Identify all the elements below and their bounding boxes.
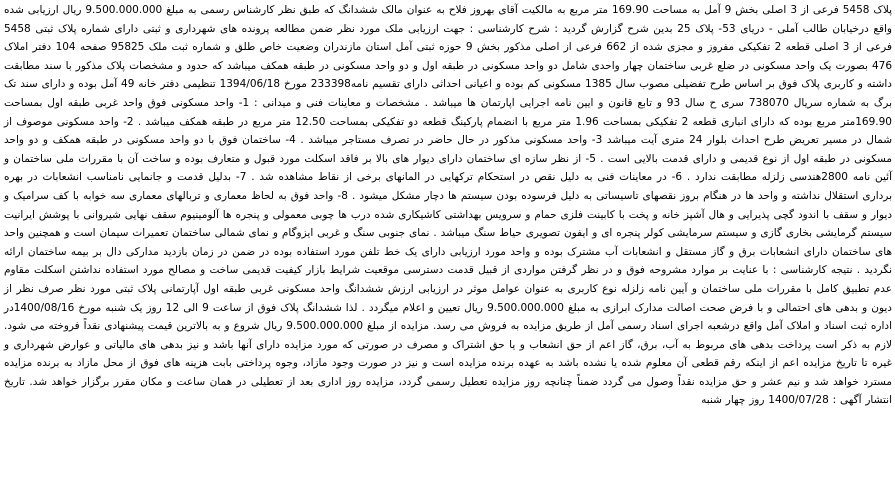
auction-notice-body: پلاک 5458 فرعی از 3 اصلی بخش 9 آمل به مساحت 169.90 متر مربع به مالکیت آقای بهروز فلاح به عنوان مالک ششدانگ که طبق نظر کارشناس رسمی به مبلغ 9.500.000.000 ریال ارزیابی شده واقع درخیابان طالب آملی - دریای 53- پلاک 25 بدین شرح گزارش گردید : شرح کارشناسی : جهت ارزیابی ملک مورد نظر ضمن مطالعه پرونده های شهرداری و ثبتی دارای شماره پلاک ثبتی 5458 فرعی از 3 اصلی قطعه 2 تفکیکی مفروز و مجزی شده از 662 فرعی از اصلی مذکور بخش 9 حوزه ثبتی آمل استان مازندران وضعیت خاص طلق و شماره ثبت ملک 95825 صفحه 104 دفتر املاک 476 بصورت یک واحد مسکونی در ضلع غربی ساختمان چهار واحدی شامل دو واحد مسکونی در طبقه اول و دو واحد مسکونی در طبقه همکف میباشد که حدود و مشخصات پلاک مذکور با سند مطابقت داشته و کاربری پلاک فوق بر اساس طرح تفضیلی مصوب سال 1385 مسکونی کم بوده و اعیانی احداثی دارای تقسیم نامه233398 مورخ 1394/06/18 تنظیمی دفتر خانه 49 آمل بوده و دارای سند تک برگ به شماره سریال 738070 سری ح سال 93 و تابع قانون و ایین نامه اجرایی اپارتمان ها میباشد . مشخصات و معاینات فنی و میدانی : 1- واحد مسکونی فوق واحد غربی طبقه اول بمساحت 169.90متر مربع بوده که دارای انباری قطعه 2 تفکیکی بمساحت 1.96 متر مربع با انضمام پارکینگ قطعه دو تفکیکی بمساحت 12.50 متر مربع در طبقه همکف میباشد . 2- واحد مسکونی موصوف از شمال در مسیر تعریض طرح احداث بلوار 24 متری آیت میباشد 3- واحد مسکونی مذکور در حال حاضر در تصرف مستاجر میباشد . 4- ساختمان فوق با دو واحد مسکونی در طبقه همکف و دو واحد مسکونی در طبقه اول از نوع قدیمی و دارای قدمت بالایی است . 5- از نظر سازه ای ساختمان دارای دیوار های بالا بر فاقد اسکلت مورد قبول و متعارف بوده و ساخت آن با مقررات ملی ساختمان و آئین نامه 2800هندسی زلزله مطابقت ندارد . 6- در معاینات فنی به دلیل نقص در استحکام ترکهایی در المانهای برخی از نقاط مشاهده شد . 7- بدلیل قدمت و جانمایی نامناسب انشعابات در بهره برداری استقلال نداشته و واحد ها در هنگام بروز نقصهای تاسیساتی به دلیل فرسوده بودن سیستم ها دچار مشکل میشود . 8- واحد فوق به لحاظ معماری و تربالهای معماری سه خوابه با کف سرامیک و دیوار و سقف با اندود گچی پذیرایی و هال آشپز خانه و پخت با کابینت فلزی حمام و سرویس بهداشتی کاشیکاری شده درب ها چوبی معمولی و پنجره ها آلومینیوم سقف نهایی شیروانی با پوشش ایرانیت سیستم گرمایشی بخاری گازی و سیستم سرمایشی کولر پنجره ای و ایفون تصویری حیاط سنگ میباشد . نمای جنوبی سنگ و غربی ایزوگام و نمای شمالی ساختمان تعمیرات سیمان است و همچنین واحد های ساختمان دارای انشعابات برق و گاز مستقل و انشعابات آب مشترک بوده و واحد مورد ارزیابی دارای یک خط تلفن مورد استفاده بوده در ضمن در زمان بازدید مدارکی دال بر بیمه ساختمان ارائه نگردید . نتیجه کارشناسی : با عنایت بر موارد مشروحه فوق و در نظر گرفتن مواردی از قبیل قدمت دسترسی موقعیت شرایط بازار کیفیت قدیمی ساخت و مصالح مورد استفاده نداشتن اسکلت مقاوم عدم تطبیق کامل با مقررات ملی ساختمان و آیین نامه زلزله نوع کاربری به عنوان عوامل موثر در ارزیابی ارزش ششدانگ واحد مسکونی غربی طبقه اول آپارتمانی پلاک ثبتی مورد نظر صرف نظر از دیون و بدهی های احتمالی و با فرض صحت اصالت مدارک ابرازی به مبلغ 9.500.000.000 ریال تعیین و اعلام میگردد . لذا ششدانگ پلاک فوق از ساعت 9 الی 12 روز یک شنبه مورخ 1400/08/16در اداره ثبت اسناد و املاک آمل واقع درشعبه اجرای اسناد رسمی آمل از طریق مزایده به فروش می رسد. مزایده از مبلغ 9.500.000.000 ریال شروع و به بالاترین قیمت پیشنهادی نقداً فروخته می شود. لازم به ذکر است پرداخت بدهی های مربوط به آب، برق، گاز اعم از حق انشعاب و یا حق اشتراک و مصرف در صورتی که مورد مزایده دارای آنها باشد و نیز بدهی های مالیاتی و عوارض شهرداری و غیره تا تاریخ مزایده اعم از اینکه رقم قطعی آن معلوم شده یا نشده باشد به عهده برنده مزایده است و نیز در صورت وجود مازاد، وجوه پرداختی بابت هزینه های فوق از محل مازاد به برنده مزایده مسترد خواهد شد و نیم عشر و حق مزایده نقداً وصول می گردد ضمناً چنانچه روز مزایده تعطیل رسمی گردد، مزایده روز اداری بعد از تعطیلی در همان ساعت و مکان مقرر برگزار خواهد شد. تاریخ انتشار آگهی : 1400/07/28 روز چهار شنبه (4, 4, 893, 407)
